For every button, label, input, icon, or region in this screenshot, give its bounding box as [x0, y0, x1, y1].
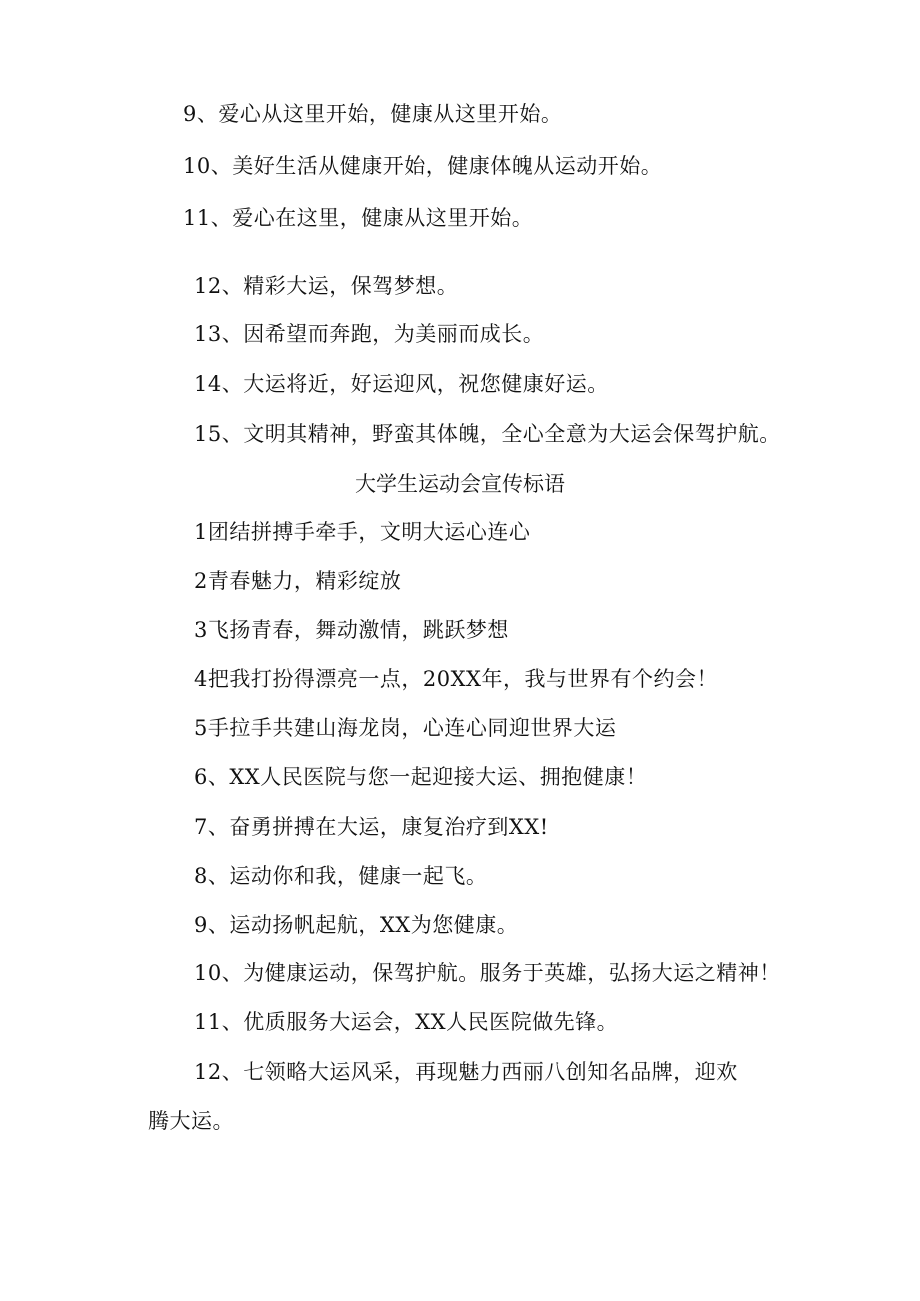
slogan-line: 7、奋勇拼搏在大运，康复治疗到XX!: [194, 815, 549, 839]
slogan-line: 10、美好生活从健康开始，健康体魄从运动开始。: [183, 154, 663, 178]
slogan-line: 10、为健康运动，保驾护航。服务于英雄，弘扬大运之精神！: [194, 961, 781, 985]
slogan-line: 11、爱心在这里，健康从这里开始。: [183, 206, 534, 230]
slogan-line: 6、XX人民医院与您一起迎接大运、拥抱健康！: [194, 765, 648, 789]
slogan-line: 3飞扬青春，舞动激情，跳跃梦想: [194, 618, 509, 642]
slogan-line: 11、优质服务大运会，XX人民医院做先锋。: [194, 1010, 619, 1034]
slogan-line: 9、运动扬帆起航，XX为您健康。: [194, 913, 519, 937]
slogan-line: 4把我打扮得漂亮一点，20XX年，我与世界有个约会！: [194, 667, 718, 691]
slogan-line: 5手拉手共建山海龙岗，心连心同迎世界大运: [194, 716, 617, 740]
slogan-line: 13、因希望而奔跑，为美丽而成长。: [194, 322, 545, 346]
slogan-line: 9、爱心从这里开始，健康从这里开始。: [183, 102, 563, 126]
slogan-line: 15、文明其精神，野蛮其体魄，全心全意为大运会保驾护航。: [194, 422, 781, 446]
slogan-line: 14、大运将近，好运迎风，祝您健康好运。: [194, 372, 609, 396]
slogan-line: 12、七领略大运风采，再现魅力西丽八创知名品牌，迎欢: [194, 1060, 738, 1084]
slogan-line: 8、运动你和我，健康一起飞。: [194, 864, 488, 888]
slogan-line: 2青春魅力，精彩绽放: [194, 569, 402, 593]
slogan-line: 12、精彩大运，保驾梦想。: [194, 274, 459, 298]
section-title: 大学生运动会宣传标语: [355, 472, 565, 496]
slogan-line-continuation: 腾大运。: [148, 1109, 234, 1133]
slogan-line: 1团结拼搏手牵手，文明大运心连心: [194, 520, 531, 544]
